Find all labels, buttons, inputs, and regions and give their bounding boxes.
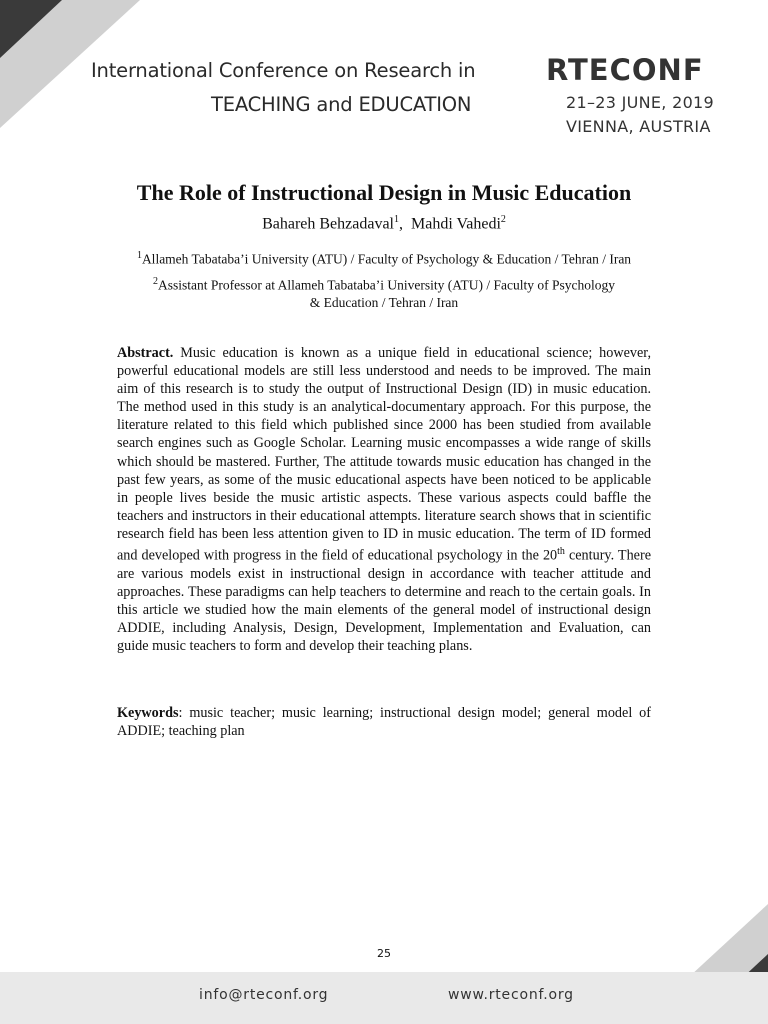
keywords [117, 704, 651, 740]
abstract-text-part2: century. There are various models exist in instructional design in accordance with teacher attitude and approaches. These paradigms can help teachers to determine and reach to the certain goals. In this article we studied how the main elements of the general model of instructional design ADDIE, including Analysis, Design, Development, Implementation and Evaluation, can guide music teachers to form and develop their teaching plans. [117, 547, 651, 655]
abstract-superscript: th [557, 546, 565, 558]
conference-dates: 21–23 JUNE, 2019 [566, 93, 715, 112]
paper-title: The Role of Instructional Design in Music Education [136, 180, 632, 205]
affiliation-superscript: 1 [136, 250, 142, 261]
affiliation-text-line1: Assistant Professor at Allameh Tabataba’i University (ATU) / Faculty of Psychology [158, 277, 615, 293]
footer-email: info@rteconf.org [199, 987, 329, 1003]
author-superscript: 2 [500, 214, 506, 225]
affiliation-superscript: 2 [153, 276, 158, 287]
footer-website: www.rteconf.org [448, 987, 574, 1003]
conference-location: VIENNA, AUSTRIA [566, 117, 711, 136]
author-list: Bahareh Behzadaval$^1$, Mahdi Vahedi$^2$ [262, 214, 506, 233]
page-number: 25 [377, 947, 391, 960]
keywords-label: Keywords [117, 705, 179, 721]
conference-name-line1: International Conference on Research in [91, 59, 476, 82]
author-superscript: 1 [394, 214, 399, 225]
abstract [117, 344, 651, 655]
affiliation-1 [117, 247, 651, 268]
affiliation-text-line2: & Education / Tehran / Iran [309, 294, 459, 310]
abstract-label: Abstract. [117, 345, 174, 361]
keywords-text: : music teacher; music learning; instructional design model; general model of ADDIE; teaching plan [117, 705, 651, 740]
abstract-text-part1: Music education is known as a unique field in educational science; however, powerful educational models are still less understood and needs to be improved. The main aim of this research is to study the output of Instructional Design (ID) in music education. The method used in this study is an analytical-documentary approach. For this purpose, the literature related to this field which published since 2000 has been studied from available search engines such as Google Scholar. Learning music encompasses a wide range of skills which should be mastered. Further, The attitude towards music education has changed in the past few years, as some of the music educational aspects have been noticed to be applicable in people lives beside the music artistic aspects. These various aspects could baffle the teachers and instructors in their educational attempts. literature search shows that in scientific research field has been less attention given to ID in music education. The term of ID formed and developed with progress in the field of educational psychology in the 20 [117, 345, 651, 564]
author-name: Mahdi Vahedi [411, 215, 501, 233]
conference-name-line2: TEACHING and EDUCATION [211, 93, 472, 116]
conference-name [91, 54, 491, 122]
affiliation-2 [117, 273, 651, 311]
conference-logo: RTECONF [546, 53, 704, 87]
affiliation-text: Allameh Tabataba’i University (ATU) / Faculty of Psychology & Education / Tehran / Iran [141, 251, 632, 267]
page-footer [0, 972, 768, 1024]
author-name: Bahareh Behzadaval [262, 215, 394, 233]
